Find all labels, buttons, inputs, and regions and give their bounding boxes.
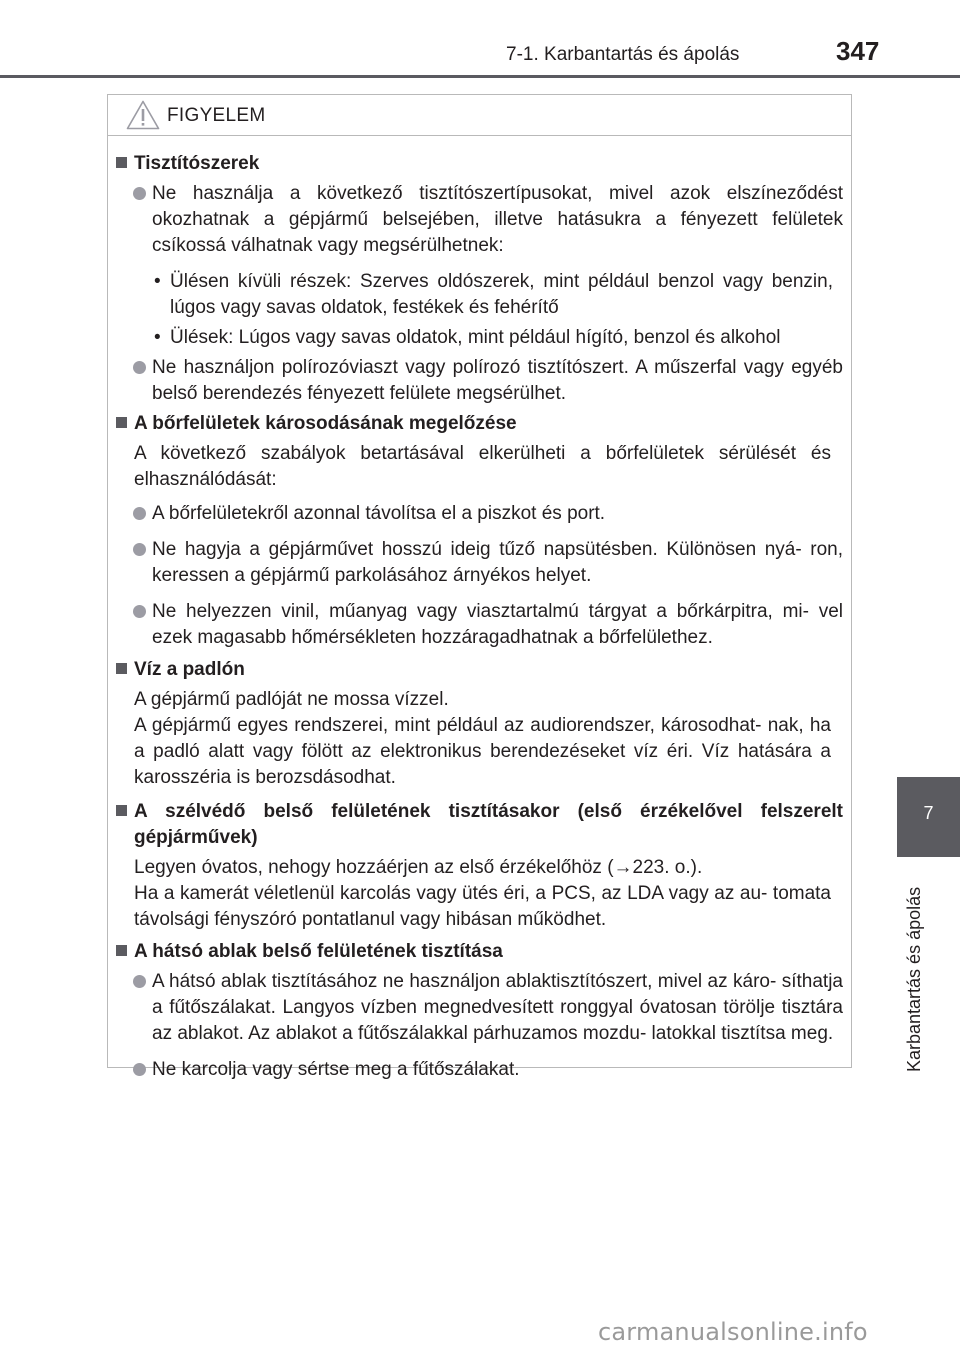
dot-bullet-icon [133,1063,146,1076]
paragraph: Legyen óvatos, nehogy hozzáérjen az első érzékelőhöz (→223. o.). [134,857,703,878]
square-bullet-icon [116,805,127,816]
section-title: 7-1. Karbantartás és ápolás [506,44,740,65]
list-item: Ne használja a következő tisztítószertípusokat, mivel azok elszíneződést okozhatnak a gépjármű belsejében, illetve hatásukra a fényezett felületek csíkossá válhatnak vagy megsérülhetnek: [116,181,843,259]
sub-list-item: • Ülések: Lúgos vagy savas oldatok, mint például hígító, benzol és alkohol [154,327,781,348]
square-bullet-icon [116,663,127,674]
sub-list-item: • Ülésen kívüli részek: Szerves oldószerek, mint például benzol vagy benzin, lúgos vagy savas oldatok, festékek és fehérítő [154,271,833,318]
square-bullet-icon [116,945,127,956]
dot-bullet-icon [133,187,146,200]
paragraph: Ha a kamerát véletlenül karcolás vagy ütés éri, a PCS, az LDA vagy az au- tomata távolsági fényszóró pontatlanul vagy hibásan működhet. [134,883,831,930]
section-heading: Víz a padlón [116,657,843,683]
section-heading: Tisztítószerek [116,151,843,177]
list-item: A hátsó ablak tisztításához ne használjon ablaktisztítószert, mivel az káro- síthatja a fűtőszálakat. Langyos vízben megnedvesített ronggyal óvatosan törölje tisztára az ablakot. Az ablakot a fűtőszálakkal párhuzamos mozdu- latokkal tisztítsa meg. [116,969,843,1047]
dot-bullet-icon [133,507,146,520]
section-heading: A hátsó ablak belső felületének tisztítása [116,939,843,965]
list-item: Ne karcolja vagy sértse meg a fűtőszálakat. [116,1057,843,1083]
list-item: Ne helyezzen vinil, műanyag vagy viasztartalmú tárgyat a bőrkárpitra, mi- vel ezek magasabb hőmérsékleten hozzáragadhatnak a bőrfelülethez. [116,599,843,651]
dot-bullet-icon [133,605,146,618]
paragraph: A gépjármű padlóját ne mossa vízzel. [134,689,449,710]
section-heading: A bőrfelületek károsodásának megelőzése [116,411,843,437]
page-header [0,0,960,80]
list-item: A bőrfelületekről azonnal távolítsa el a piszkot és port. [116,501,843,527]
warning-triangle-icon [126,100,160,135]
warning-header [108,95,851,136]
paragraph: A következő szabályok betartásával elkerülheti a bőrfelületek sérülését és elhasználódását: [134,443,831,490]
chapter-label: Karbantartás és ápolás [904,886,924,1072]
chapter-label-container [884,862,944,1082]
square-bullet-icon [116,157,127,168]
dot-bullet-icon [133,361,146,374]
header-rule [0,75,960,78]
warning-content [116,151,843,1083]
page-number: 347 [836,36,880,66]
list-item: Ne használjon polírozóviaszt vagy polírozó tisztítószert. A műszerfal vagy egyéb belső berendezés fényezett felülete megsérülhet. [116,355,843,407]
watermark: carmanualsonline.info [598,1318,868,1346]
square-bullet-icon [116,417,127,428]
section-heading: A szélvédő belső felületének tisztításakor (első érzékelővel felszerelt gépjárművek) [116,799,843,851]
warning-label: FIGYELEM [167,105,266,126]
chapter-number: 7 [923,803,934,823]
list-item: Ne hagyja a gépjárművet hosszú ideig tűző napsütésben. Különösen nyá- ron, keressen a gépjármű parkolásához árnyékos helyet. [116,537,843,589]
paragraph: A gépjármű egyes rendszerei, mint például az audiorendszer, károsodhat- nak, ha a padló alatt vagy fölött az elektronikus berendezéseket víz éri. Víz hatására a karosszéria is berozsdásodhat. [134,715,831,788]
dot-bullet-icon [133,975,146,988]
dot-bullet-icon [133,543,146,556]
chapter-tab [897,777,960,857]
warning-box [107,94,852,1080]
